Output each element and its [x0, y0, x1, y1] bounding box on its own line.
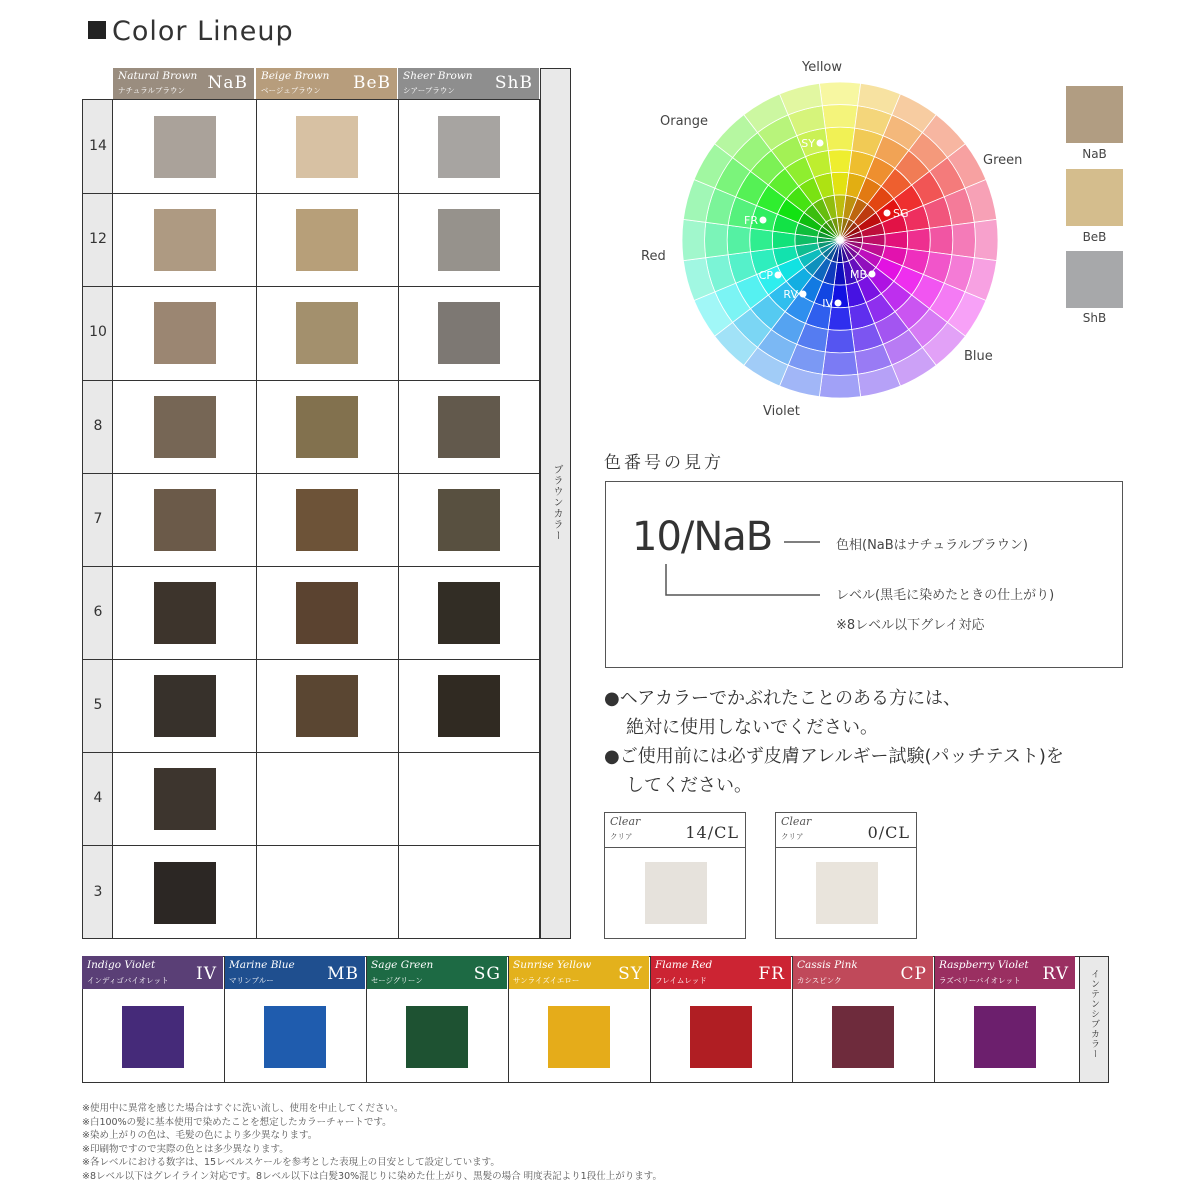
intensive-jp-name: インディゴバイオレット — [87, 976, 169, 985]
color-swatch-beb-14 — [296, 116, 358, 178]
level-label: 5 — [93, 696, 103, 713]
color-swatch-nab-14 — [154, 116, 216, 178]
footnote: ※使用中に異常を感じた場合はすぐに洗い流し、使用を中止してください。 — [82, 1103, 404, 1114]
intensive-header-cp — [792, 956, 933, 989]
intensive-code: FR — [758, 964, 785, 984]
column-en-name: Sheer Brown — [403, 70, 473, 82]
intensive-jp-name: マリンブルー — [229, 976, 274, 985]
wheel-point-label-iv: IV — [822, 297, 833, 310]
wheel-point-mb — [869, 271, 876, 278]
legend-swatch-beb — [1066, 169, 1123, 226]
wheel-point-sy — [817, 140, 824, 147]
color-swatch-beb-6 — [296, 582, 358, 644]
footnote: ※白100%の髪に基本使用で染めたことを想定したカラーチャートです。 — [82, 1116, 392, 1128]
footnote: ※各レベルにおける数字は、15レベルスケールを参考とした表現上の目安として設定しています。 — [82, 1157, 500, 1168]
square-bullet-icon — [88, 21, 106, 39]
wheel-point-rv — [800, 291, 807, 298]
clear-code: 14/CL — [685, 823, 739, 842]
color-swatch-shb-14 — [438, 116, 500, 178]
level-label: 10 — [89, 324, 107, 340]
clear-en-name: Clear — [610, 815, 641, 828]
divider — [256, 100, 257, 938]
wheel-segment — [825, 127, 854, 150]
color-swatch-nab-8 — [154, 396, 216, 458]
intensive-jp-name: サンライズイエロー — [513, 976, 580, 985]
clear-0-box — [775, 812, 917, 939]
intensive-en-name: Flame Red — [655, 959, 713, 971]
howto-connector-lines — [600, 520, 840, 610]
column-jp-name: ベージュブラウン — [261, 86, 321, 95]
color-swatch-nab-7 — [154, 489, 216, 551]
color-wheel — [670, 70, 1010, 410]
wheel-label-orange: Orange — [660, 114, 709, 129]
color-swatch-shb-12 — [438, 209, 500, 271]
intensive-swatch-fr — [690, 1006, 752, 1068]
intensive-en-name: Cassis Pink — [797, 959, 858, 971]
intensive-header-rv — [934, 956, 1075, 989]
wheel-segment — [822, 352, 857, 376]
wheel-point-fr — [760, 217, 767, 224]
level-label: 12 — [89, 230, 107, 247]
clear-swatch — [645, 862, 707, 924]
intensive-en-name: Marine Blue — [229, 959, 295, 971]
row-divider — [83, 286, 539, 287]
row-divider — [83, 380, 539, 381]
column-header-beb — [256, 68, 397, 99]
intensive-swatch-mb — [264, 1006, 326, 1068]
intensive-en-name: Sage Green — [371, 959, 434, 971]
color-swatch-nab-6 — [154, 582, 216, 644]
wheel-segment — [727, 225, 750, 254]
column-code: ShB — [494, 73, 533, 93]
example-code: 10/NaB — [632, 514, 773, 560]
wheel-segment — [819, 82, 860, 106]
row-divider — [83, 752, 539, 753]
color-swatch-nab-3 — [154, 862, 216, 924]
wheel-label-green: Green — [983, 153, 1023, 168]
level-label: 3 — [93, 883, 103, 900]
wheel-segment — [930, 225, 953, 254]
intensive-en-name: Raspberry Violet — [939, 959, 1029, 971]
column-en-name: Natural Brown — [118, 70, 198, 82]
intensive-swatch-sy — [548, 1006, 610, 1068]
color-swatch-beb-10 — [296, 302, 358, 364]
color-swatch-beb-12 — [296, 209, 358, 271]
wheel-label-yellow: Yellow — [802, 60, 843, 75]
divider — [776, 847, 916, 848]
color-swatch-shb-8 — [438, 396, 500, 458]
footnote: ※印刷物ですので実際の色とは多少異なります。 — [82, 1143, 289, 1155]
wheel-segment — [828, 150, 852, 173]
level-label: 8 — [93, 417, 103, 434]
divider — [934, 956, 935, 1083]
wheel-segment — [822, 105, 857, 129]
intensive-header-mb — [224, 956, 365, 989]
color-swatch-shb-5 — [438, 675, 500, 737]
column-code: BeB — [352, 73, 391, 93]
wheel-segment — [750, 228, 773, 252]
intensive-header-sy — [508, 956, 649, 989]
wheel-point-label-mb: MB — [849, 268, 867, 281]
row-divider — [83, 193, 539, 194]
column-code: NaB — [207, 73, 248, 93]
divider — [605, 847, 745, 848]
intensive-swatch-cp — [832, 1006, 894, 1068]
intensive-side-label: インテンシブカラー — [1089, 969, 1099, 1059]
howto-title: 色番号の見方 — [604, 453, 724, 473]
column-en-name: Beige Brown — [261, 70, 330, 82]
wheel-point-label-rv: RV — [783, 288, 798, 301]
color-swatch-nab-4 — [154, 768, 216, 830]
clear-swatch — [816, 862, 878, 924]
intensive-code: SY — [618, 964, 643, 984]
column-jp-name: ナチュラルブラウン — [118, 86, 186, 95]
legend-swatch-nab — [1066, 86, 1123, 143]
wheel-segment — [705, 222, 729, 257]
intensive-header-sg — [366, 956, 507, 989]
level-label: 4 — [93, 789, 103, 806]
clear-en-name: Clear — [781, 815, 812, 828]
divider — [224, 956, 225, 1083]
wheel-point-sg — [884, 210, 891, 217]
intensive-jp-name: セージグリーン — [371, 976, 423, 985]
intensive-code: MB — [327, 964, 359, 984]
wheel-segment — [828, 307, 852, 330]
intensive-side-label-bar — [1079, 956, 1109, 1083]
warning-line-4: してください。 — [626, 775, 752, 796]
wheel-segment — [682, 219, 706, 260]
wheel-point-iv — [835, 300, 842, 307]
warning-line-1: ●ヘアカラーでかぶれたことのある方には、 — [604, 688, 961, 709]
wheel-segment — [974, 219, 998, 260]
row-divider — [83, 566, 539, 567]
color-swatch-beb-7 — [296, 489, 358, 551]
divider — [508, 956, 509, 1083]
wheel-label-blue: Blue — [964, 349, 993, 364]
wheel-label-violet: Violet — [763, 404, 800, 419]
wheel-segment — [825, 330, 854, 353]
wheel-point-label-cp: CP — [758, 269, 773, 282]
wheel-segment — [952, 222, 976, 257]
level-label: 7 — [93, 510, 103, 527]
intensive-jp-name: ラズベリーバイオレット — [939, 976, 1021, 985]
wheel-segment — [907, 228, 930, 252]
intensive-header-iv — [82, 956, 223, 989]
intensive-code: SG — [473, 964, 501, 984]
intensive-code: IV — [196, 964, 217, 984]
color-swatch-shb-10 — [438, 302, 500, 364]
clear-jp-name: クリア — [781, 832, 804, 841]
legend-label-beb: BeB — [1082, 230, 1107, 244]
wheel-point-label-sg: SG — [893, 207, 909, 220]
level-note: レベル(黒毛に染めたときの仕上がり) — [836, 588, 1055, 603]
intensive-jp-name: フレイムレッド — [655, 976, 707, 985]
color-swatch-beb-5 — [296, 675, 358, 737]
divider — [366, 956, 367, 1083]
intensive-jp-name: カシスピンク — [797, 976, 842, 985]
intensive-swatch-rv — [974, 1006, 1036, 1068]
intensive-en-name: Sunrise Yellow — [513, 959, 592, 971]
footnote: ※8レベル以下はグレイライン対応です。8レベル以下は白髪30%混じりに染めた仕上がり、黒髪の場合 明度表記より1段仕上がります。 — [82, 1170, 662, 1182]
clear-code: 0/CL — [867, 823, 910, 842]
color-swatch-shb-6 — [438, 582, 500, 644]
gray-note: ※8レベル以下グレイ対応 — [836, 618, 985, 633]
intensive-swatch-iv — [122, 1006, 184, 1068]
clear-jp-name: クリア — [610, 832, 633, 841]
warning-line-3: ●ご使用前には必ず皮膚アレルギー試験(パッチテスト)を — [604, 746, 1064, 767]
wheel-point-label-sy: SY — [801, 137, 815, 150]
legend-label-nab: NaB — [1082, 147, 1107, 161]
level-label: 6 — [93, 603, 103, 620]
row-divider — [83, 659, 539, 660]
clear-14-box — [604, 812, 746, 939]
intensive-code: RV — [1042, 964, 1069, 984]
column-jp-name: シアーブラウン — [403, 86, 455, 95]
color-swatch-nab-5 — [154, 675, 216, 737]
page-title: Color Lineup — [88, 16, 294, 47]
hue-note: 色相(NaBはナチュラルブラウン) — [836, 538, 1028, 553]
intensive-header-fr — [650, 956, 791, 989]
legend-label-shb: ShB — [1082, 311, 1107, 325]
divider — [650, 956, 651, 1083]
column-header-shb — [398, 68, 539, 99]
color-swatch-beb-8 — [296, 396, 358, 458]
level-label: 14 — [89, 137, 107, 154]
divider — [792, 956, 793, 1083]
intensive-code: CP — [900, 964, 927, 984]
brown-color-table — [82, 99, 540, 939]
color-swatch-nab-10 — [154, 302, 216, 364]
color-swatch-nab-12 — [154, 209, 216, 271]
brown-side-label-bar — [540, 68, 571, 939]
wheel-point-cp — [775, 272, 782, 279]
intensive-en-name: Indigo Violet — [87, 959, 156, 971]
wheel-point-label-fr: FR — [744, 214, 758, 227]
warning-line-2: 絶対に使用しないでください。 — [626, 717, 878, 738]
footnote: ※染め上がりの色は、毛髪の色により多少異なります。 — [82, 1130, 318, 1141]
row-divider — [83, 845, 539, 846]
intensive-swatch-sg — [406, 1006, 468, 1068]
legend-swatch-shb — [1066, 251, 1123, 308]
color-swatch-shb-7 — [438, 489, 500, 551]
brown-side-label: ブラウンカラー — [551, 464, 562, 541]
row-divider — [83, 473, 539, 474]
divider — [398, 100, 399, 938]
column-header-nab — [113, 68, 254, 99]
wheel-segment — [819, 374, 860, 398]
wheel-label-red: Red — [641, 249, 666, 264]
